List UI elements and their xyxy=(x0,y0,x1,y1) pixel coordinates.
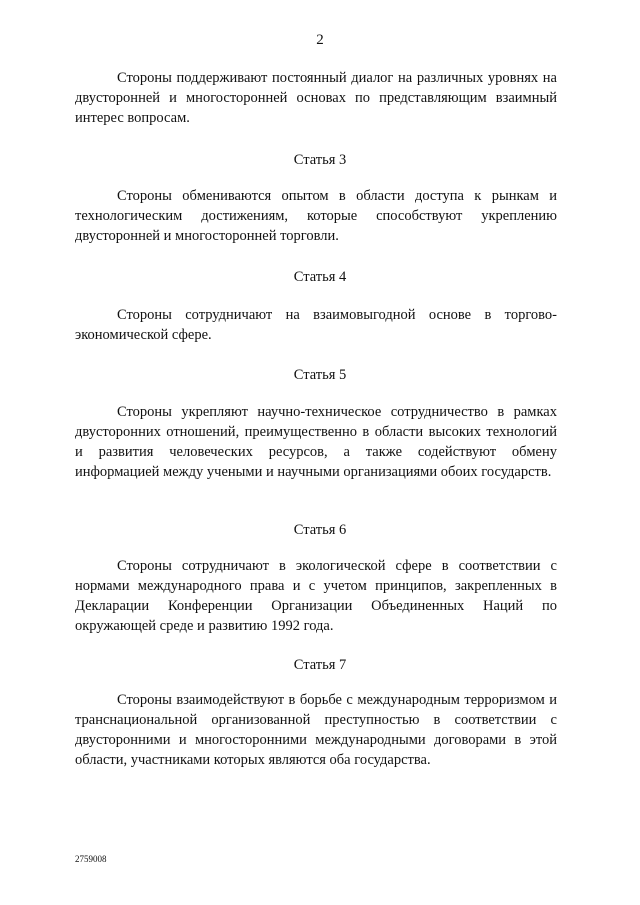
page-number: 2 xyxy=(316,32,324,48)
document-code: 2759008 xyxy=(75,854,107,864)
heading-article-3: Статья 3 xyxy=(293,152,347,168)
paragraph-article-4: Стороны сотрудничают на взаимовыгодной основе в торгово-экономической сфере. xyxy=(75,307,557,343)
heading-article-4: Статья 4 xyxy=(293,269,347,285)
paragraph-article-3: Стороны обмениваются опытом в области доступа к рынкам и технологическим достижениям, которые способствуют укреплению двусторонней и многосторонней торговли. xyxy=(75,188,557,244)
paragraph-article-6: Стороны сотрудничают в экологической сфере в соответствии с нормами международного права и с учетом принципов, закрепленных в Декларации Конференции Организации Объединенных Наций по окружающей среде и развитию 1992 года. xyxy=(75,558,557,634)
paragraph-article-5: Стороны укрепляют научно-техническое сотрудничество в рамках двусторонних отношений, преимущественно в области высоких технологий и развития человеческих ресурсов, а также содействуют обмену информацией между учеными и научными организациями обоих государств. xyxy=(75,404,557,480)
paragraph-intro: Стороны поддерживают постоянный диалог на различных уровнях на двусторонней и многосторонней основах по представляющим взаимный интерес вопросам. xyxy=(75,70,557,126)
heading-article-7: Статья 7 xyxy=(293,657,347,673)
paragraph-article-7: Стороны взаимодействуют в борьбе с международным терроризмом и транснациональной организованной преступностью в соответствии с двусторонними и многосторонними международными договорами в этой области, участниками которых являются оба государства. xyxy=(75,692,557,768)
heading-article-5: Статья 5 xyxy=(293,367,347,383)
heading-article-6: Статья 6 xyxy=(293,522,347,538)
